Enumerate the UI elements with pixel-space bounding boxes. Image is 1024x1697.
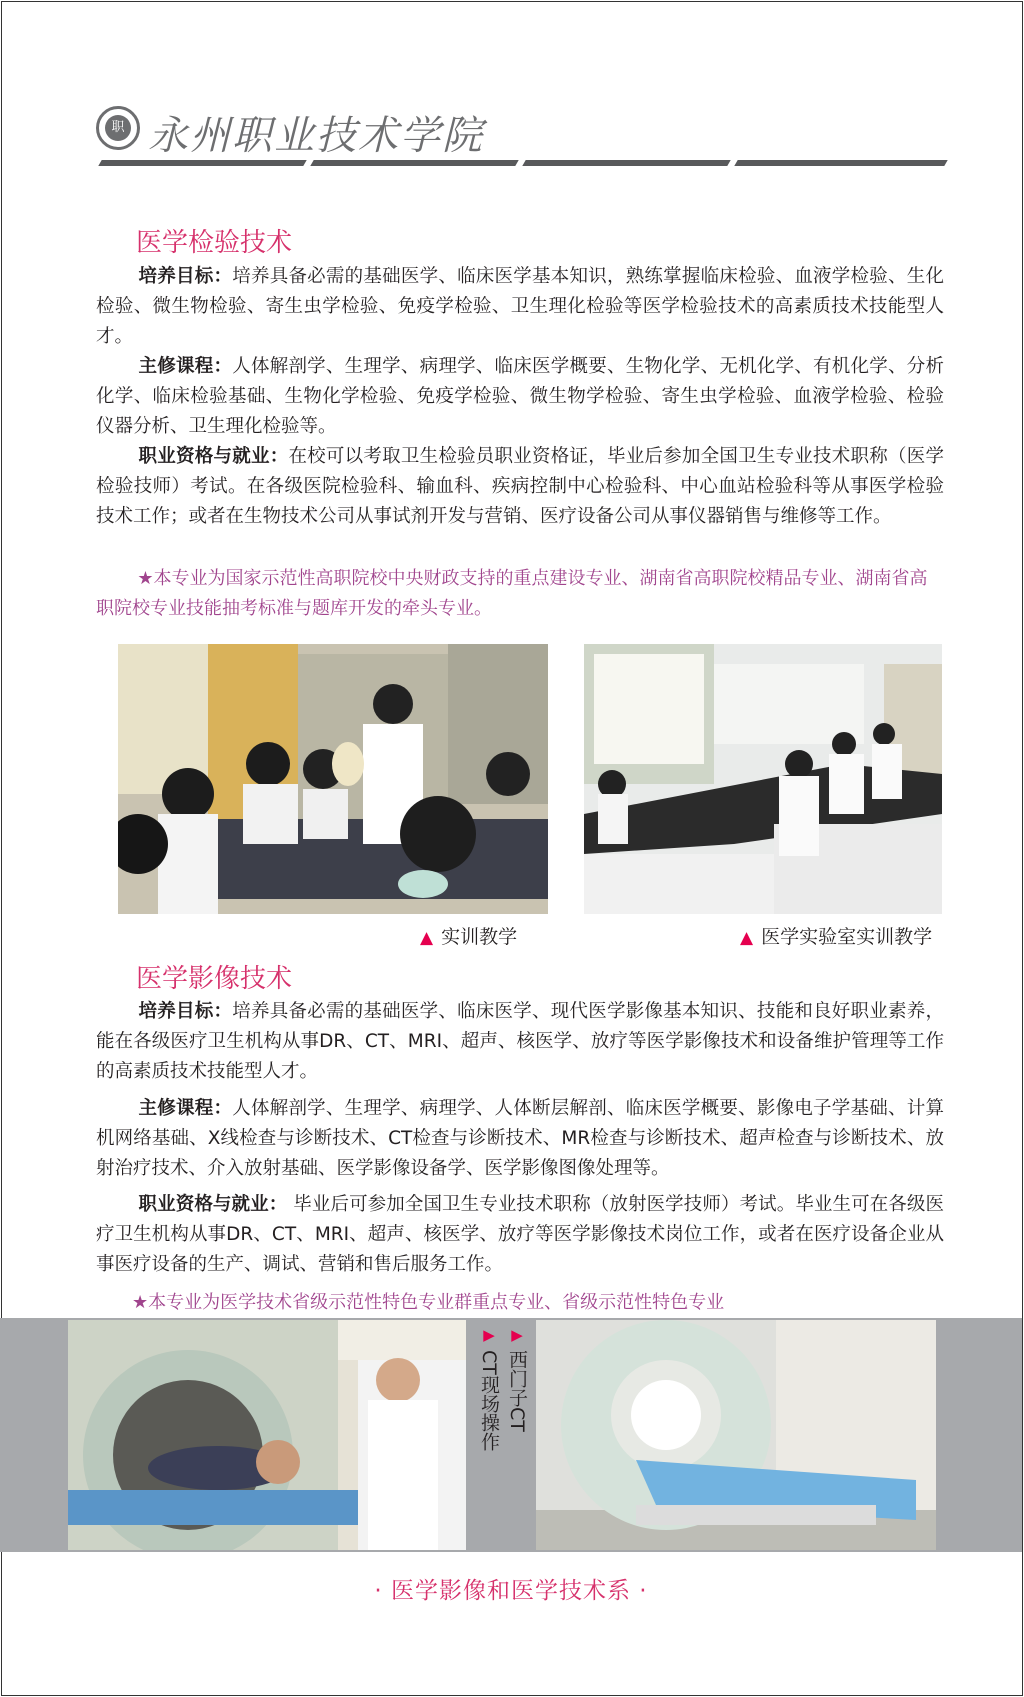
label-career: 职业资格与就业： <box>138 1194 288 1215</box>
paragraph-courses-imaging <box>96 1094 944 1184</box>
photo-practical-teaching <box>118 644 548 914</box>
caption-practical-teaching <box>420 922 517 949</box>
paragraph-goal <box>96 262 944 352</box>
paragraph-career-imaging <box>96 1190 944 1280</box>
text-goal: 培养具备必需的基础医学、临床医学基本知识，熟练掌握临床检验、血液学检验、生化检验、微生物检验、寄生虫学检验、免疫学检验、卫生理化检验等医学检验技术的高素质技术技能型人才。 <box>96 266 944 347</box>
caption-text: 医学实验室实训教学 <box>761 926 933 948</box>
caption-text: CT现场操作 <box>478 1350 500 1451</box>
note-lab-tech: ★本专业为国家示范性高职院校中央财政支持的重点建设专业、湖南省高职院校精品专业、湖南省高职院校专业技能抽考标准与题库开发的牵头专业。 <box>96 568 928 619</box>
caption-text: 实训教学 <box>441 926 518 948</box>
label-courses: 主修课程： <box>138 1098 233 1119</box>
text-career: 毕业后可参加全国卫生专业技术职称（放射医学技师）考试。毕业生可在各级医疗卫生机构从事DR、CT、MRI、超声、核医学、放疗等医学影像技术岗位工作，或者在医疗设备企业从事医疗设备的生产、调试、营销和售后服务工作。 <box>96 1194 944 1275</box>
text-goal: 培养具备必需的基础医学、临床医学、现代医学影像基本知识、技能和良好职业素养，能在各级医疗卫生机构从事DR、CT、MRI、超声、核医学、放疗等医学影像技术和设备维护管理等工作的高素质技术技能型人才。 <box>96 1001 944 1082</box>
label-goal: 培养目标： <box>138 266 233 287</box>
section-title-imaging-tech: 医学影像技术 <box>136 964 293 994</box>
header-divider <box>96 160 950 168</box>
caption-lab-teaching <box>740 922 932 949</box>
paragraph-career <box>96 442 944 532</box>
label-goal: 培养目标： <box>138 1001 233 1022</box>
text-courses: 人体解剖学、生理学、病理学、人体断层解剖、临床医学概要、影像电子学基础、计算机网络基础、X线检查与诊断技术、CT检查与诊断技术、MR检查与诊断技术、超声检查与诊断技术、放射治疗技术、介入放射基础、医学影像设备学、医学影像图像处理等。 <box>96 1098 944 1179</box>
note-imaging-tech: ★本专业为医学技术省级示范性特色专业群重点专业、省级示范性特色专业 <box>132 1292 725 1313</box>
caption-ct-operation <box>476 1326 502 1546</box>
label-courses: 主修课程： <box>138 356 233 377</box>
label-career: 职业资格与就业： <box>138 446 289 467</box>
triangle-icon: ▲ <box>420 928 434 948</box>
triangle-icon: ▲ <box>740 928 754 948</box>
paragraph-courses <box>96 352 944 442</box>
seal-center: 职 <box>105 115 131 141</box>
divider-segment <box>98 160 306 166</box>
triangle-icon: ▶ <box>508 1326 526 1344</box>
divider-segment <box>310 160 518 166</box>
caption-text: 西门子CT <box>506 1350 528 1432</box>
school-seal-logo <box>96 106 140 150</box>
text-career: 在校可以考取卫生检验员职业资格证，毕业后参加全国卫生专业技术职称（医学检验技师）考试。在各级医院检验科、输血科、疾病控制中心检验科、中心血站检验科等从事医学检验技术工作；或者在生物技术公司从事试剂开发与营销、医疗设备公司从事仪器销售与维修等工作。 <box>96 446 944 527</box>
section-title-lab-tech: 医学检验技术 <box>136 228 293 258</box>
photo-siemens-ct <box>536 1320 936 1550</box>
school-name-logo: 永州职业技术学院 <box>148 113 484 159</box>
text-courses: 人体解剖学、生理学、病理学、临床医学概要、生物化学、无机化学、有机化学、分析化学、临床检验基础、生物化学检验、免疫学检验、微生物学检验、寄生虫学检验、血液学检验、检验仪器分析、卫生理化检验等。 <box>96 356 944 437</box>
triangle-icon: ▶ <box>480 1326 498 1344</box>
divider-segment <box>522 160 730 166</box>
caption-siemens-ct <box>504 1326 530 1546</box>
photo-lab-teaching <box>584 644 942 914</box>
paragraph-goal-imaging <box>96 997 944 1087</box>
department-name: · 医学影像和医学技术系 · <box>374 1578 648 1604</box>
photo-ct-operation <box>68 1320 466 1550</box>
divider-segment <box>734 160 947 166</box>
